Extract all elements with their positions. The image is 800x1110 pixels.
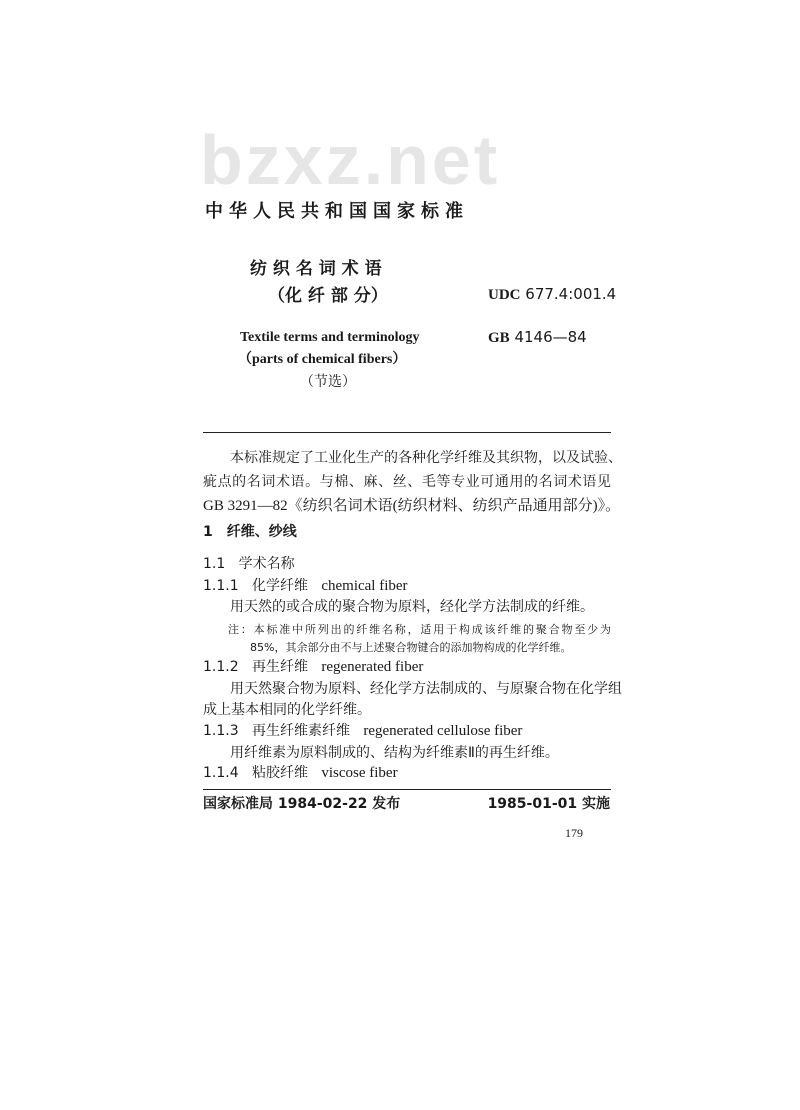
standard-type: 中华人民共和国国家标准 — [205, 201, 469, 222]
term-heading — [203, 766, 398, 781]
gb-label: GB — [488, 330, 510, 346]
term-heading — [203, 660, 423, 675]
term-en: regenerated fiber — [321, 659, 424, 675]
watermark: bzxz.net — [200, 121, 501, 199]
issued-date: 国家标准局 1984-02-22 发布 — [203, 796, 401, 812]
term-cn: 再生纤维 — [251, 659, 308, 675]
term-cn: 粘胶纤维 — [251, 765, 308, 781]
term-heading — [203, 724, 522, 739]
term-en: regenerated cellulose fiber — [363, 723, 523, 739]
section-heading: 1 纤维、纱线 — [203, 524, 297, 540]
excerpt-label: （节选） — [300, 374, 356, 390]
title-en: Textile terms and terminology — [240, 330, 420, 345]
effective-date: 1985-01-01 实施 — [487, 796, 610, 812]
term-definition: 用纤维素为原料制成的、结构为纤维素Ⅱ的再生纤维。 — [230, 745, 559, 761]
term-cn: 化学纤维 — [251, 578, 308, 594]
term-definition: 用天然的或合成的聚合物为原料，经化学方法制成的纤维。 — [230, 599, 594, 615]
title-cn: 纺 织 名 词 术 语 — [250, 259, 382, 279]
term-definition: 成上基本相同的化学纤维。 — [203, 702, 371, 718]
gb-value: 4146—84 — [514, 328, 587, 346]
term-number: 1.1.2 — [203, 659, 239, 675]
udc-code — [488, 287, 616, 303]
subtitle-en: （parts of chemical fibers） — [238, 352, 407, 367]
term-number: 1.1.1 — [203, 578, 239, 594]
section-number: 1.1 — [203, 556, 226, 572]
term-en: viscose fiber — [321, 765, 398, 781]
term-definition: 用天然聚合物为原料、经化学方法制成的、与原聚合物在化学组 — [230, 681, 622, 697]
term-number: 1.1.4 — [203, 765, 239, 781]
intro-line: 疵点的名词术语。与棉、麻、丝、毛等专业可通用的名词术语见 — [203, 474, 611, 490]
gb-code — [488, 330, 587, 346]
intro-line: GB 3291—82《纺织名词术语(纺织材料、纺织产品通用部分)》。 — [203, 498, 621, 514]
term-heading — [203, 579, 408, 594]
term-number: 1.1.3 — [203, 723, 239, 739]
section-title: 学术名称 — [238, 556, 295, 572]
page-number: 179 — [565, 826, 583, 840]
udc-value: 677.4:001.4 — [525, 285, 617, 303]
intro-line: 本标准规定了工业化生产的各种化学纤维及其织物，以及试验、 — [230, 450, 622, 466]
term-en: chemical fiber — [321, 578, 408, 594]
header-divider — [203, 432, 611, 433]
term-note: 85%，其余部分由不与上述聚合物键合的添加物构成的化学纤维。 — [250, 641, 572, 654]
udc-label: UDC — [488, 287, 521, 303]
term-cn: 再生纤维素纤维 — [251, 723, 350, 739]
subtitle-cn: （化 纤 部 分） — [268, 286, 388, 306]
subsection-heading — [203, 557, 295, 571]
term-note: 注：本标准中所列出的纤维名称，适用于构成该纤维的聚合物至少为 — [228, 623, 611, 636]
footer-divider — [203, 789, 611, 790]
